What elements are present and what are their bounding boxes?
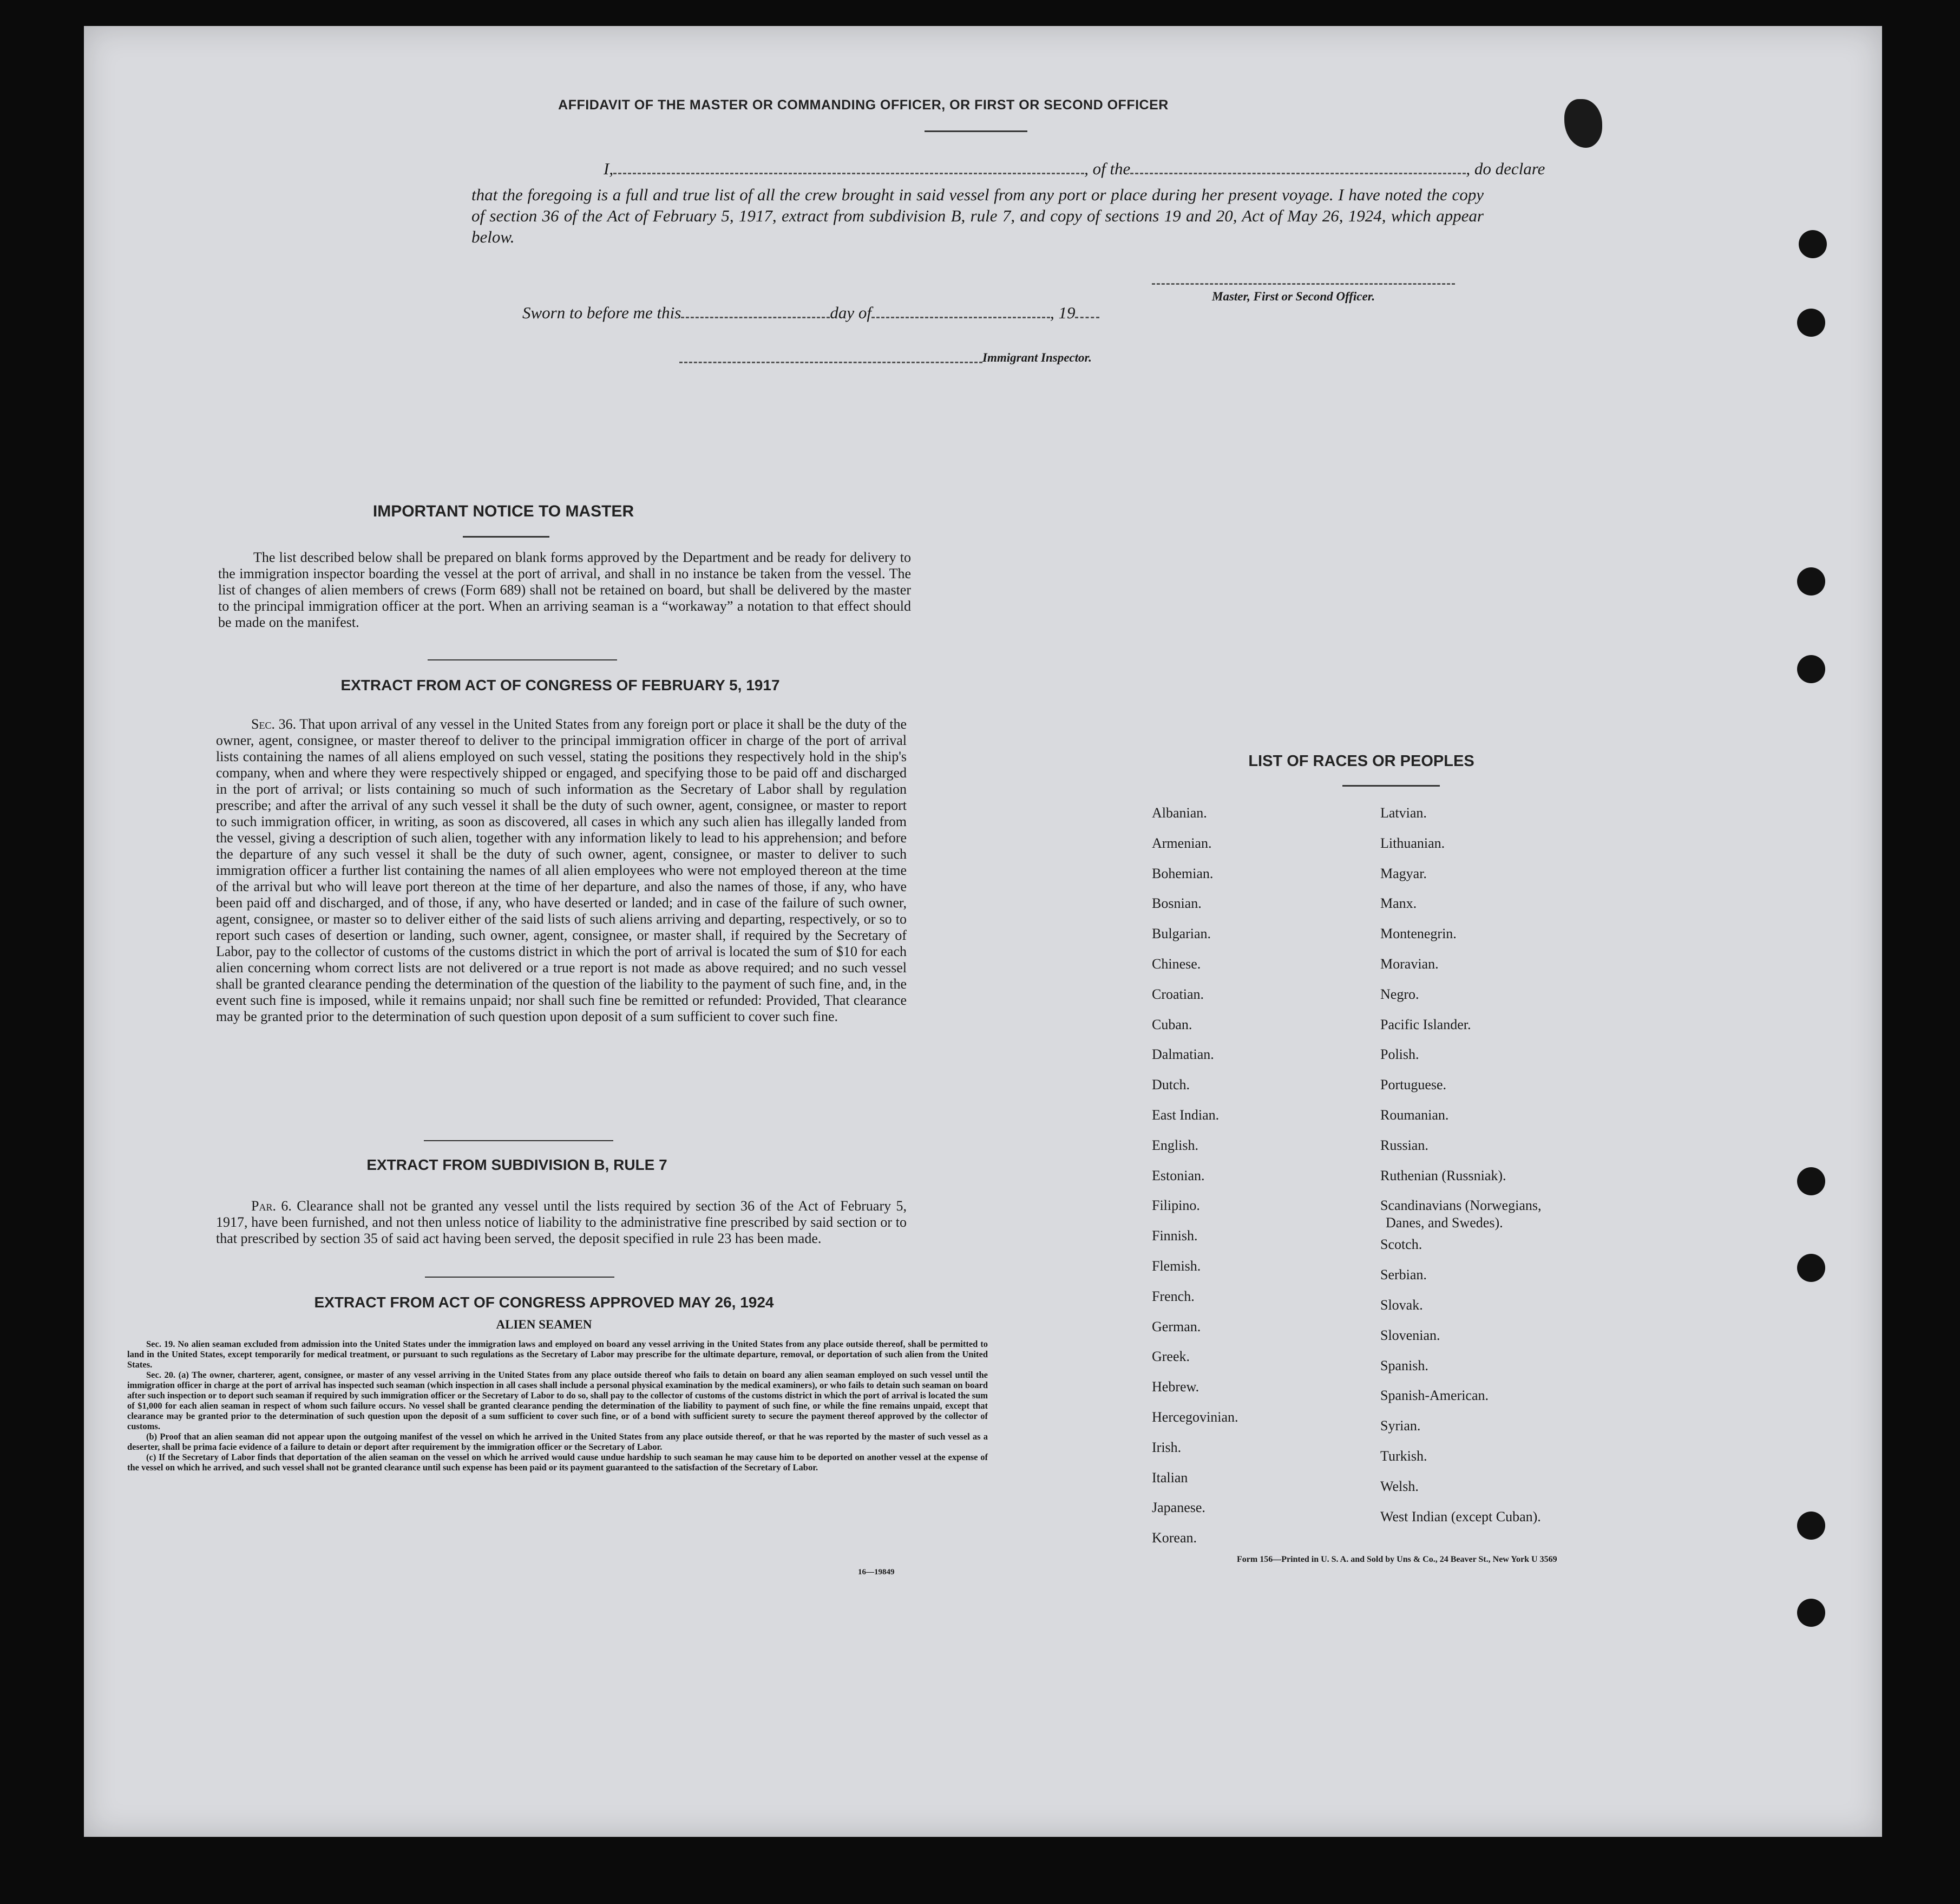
sec19-text: Sec. 19. No alien seaman excluded from admission into the United States under the immigration laws and employed on board any vessel arriving in the United States from any place outside thereof, shall be permitted to land in the United States, except temporarily for medical treatment, or pursuant to such regulations as the Secretary of Labor may prescribe for the ultimate departure, removal, or deportation of such alien from the United States. [127, 1339, 988, 1370]
sworn-month-blank [871, 317, 1050, 318]
race-item: Irish. [1152, 1439, 1182, 1455]
races-left-column [1152, 798, 1238, 1553]
notice-end-rule [428, 659, 617, 660]
race-item: Spanish-American. [1380, 1388, 1489, 1404]
race-item: Bulgarian. [1152, 926, 1211, 942]
race-item: Russian. [1380, 1137, 1428, 1153]
race-item: Ruthenian (Russniak). [1380, 1167, 1506, 1183]
extract-1917-title: EXTRACT FROM ACT OF CONGRESS OF FEBRUARY 5, 1917 [340, 677, 780, 693]
rule7-title: EXTRACT FROM SUBDIVISION B, RULE 7 [366, 1156, 667, 1173]
race-item: Negro. [1380, 986, 1419, 1002]
race-item: Hercegovinian. [1152, 1409, 1238, 1425]
affidavit-of-the: , of the [1084, 159, 1131, 178]
race-item: Danes, and Swedes). [1386, 1215, 1503, 1231]
affidavit-i: I, [604, 159, 614, 178]
punch-hole [1797, 1512, 1825, 1540]
race-item: Cuban. [1152, 1016, 1192, 1032]
race-item: Portuguese. [1380, 1077, 1447, 1093]
master-signature-label: Master, First or Second Officer. [1212, 290, 1375, 303]
race-item: Spanish. [1380, 1357, 1428, 1373]
race-item: Scotch. [1380, 1236, 1423, 1253]
race-item: Serbian. [1380, 1267, 1427, 1283]
race-item: Korean. [1152, 1530, 1197, 1546]
race-item: Japanese. [1152, 1500, 1205, 1516]
printer-footer: Form 156—Printed in U. S. A. and Sold by Uns & Co., 24 Beaver St., New York U 3569 [1237, 1555, 1557, 1564]
race-item: Armenian. [1152, 835, 1212, 851]
punch-hole [1797, 309, 1825, 337]
race-item: Albanian. [1152, 805, 1207, 821]
races-right-column [1380, 798, 1541, 1532]
rule7-end-rule [425, 1277, 614, 1278]
sworn-day-blank [681, 317, 830, 318]
punch-hole [1799, 230, 1827, 258]
punch-hole [1797, 1167, 1825, 1195]
notice-title-rule [463, 536, 549, 538]
race-item: Turkish. [1380, 1448, 1427, 1464]
race-item: East Indian. [1152, 1107, 1220, 1123]
race-item: Chinese. [1152, 956, 1201, 972]
race-item: Pacific Islander. [1380, 1016, 1471, 1032]
race-item: Welsh. [1380, 1478, 1419, 1494]
race-item: Syrian. [1380, 1418, 1421, 1434]
race-item: West Indian (except Cuban). [1380, 1508, 1541, 1524]
race-item: Magyar. [1380, 865, 1427, 881]
sec20b-text: (b) Proof that an alien seaman did not appear upon the outgoing manifest of the vessel on which he arrived in the United States from any place outside thereof, or that he was reported by the master of such vessel as a deserter, shall be prima facie evidence of a failure to detain or deport after requirement by the immigration officer or the Secretary of Labor. [127, 1431, 988, 1452]
inspector-label: Immigrant Inspector. [982, 351, 1092, 364]
sworn-day-of: day of [830, 303, 871, 322]
document-page [84, 26, 1882, 1837]
affidavit-declare: , do declare [1466, 159, 1545, 178]
sec20a-text: Sec. 20. (a) The owner, charterer, agent, consignee, or master of any vessel arriving in the United States from any place outside thereof who fails to detain on board any alien seaman employed on such vessel until the immigration officer in charge at the port of arrival has inspected such seaman (which inspection in all cases shall include a personal physical examination by the medical examiners), or who fails to detain such seaman on board after such inspection or to deport such seaman if required by such immigration officer or the Secretary of Labor to do so, shall pay to the collector of customs of the customs district in which the port of arrival is located the sum of $1,000 for each alien seaman in respect of whom such failure occurs. No vessel shall be granted clearance pending the determination of the liability to payment of such fine, or while the fine remains unpaid, except that clearance may be granted prior to the determination of such question upon the deposit of a sum sufficient to cover such fine, or of a bond with sufficient surety to secure the payment thereof approved by the collector of customs. [127, 1370, 988, 1431]
race-item: Bosnian. [1152, 895, 1202, 912]
extract-1917-body [216, 716, 907, 1025]
race-item: Dalmatian. [1152, 1046, 1214, 1063]
race-item: Filipino. [1152, 1198, 1200, 1214]
sec36-text: That upon arrival of any vessel in the United States from any foreign port or place it shall be the duty of the owner, agent, consignee, or master thereof to deliver to the principal immigration officer in charge of the port of arrival lists containing the names of all aliens employed on such vessel, stating the positions they respectively hold in the ship's company, when and where they were respectively shipped or engaged, and specifying those to be paid off and discharged in the port of arrival; or lists containing so much of such information as the Secretary of Labor shall by regulation prescribe; and after the arrival of any such vessel it shall be the duty of such owner, agent, consignee, or master to report to such immigration officer, in writing, as soon as discovered, all cases in which any such alien has illegally landed from the vessel, giving a description of such alien, together with any information likely to lead to his apprehension; and before the departure of any such vessel it shall be the duty of such owner, agent, consignee, or master to deliver to such immigration officer a further list containing the names of all alien employees who were not employed thereon at the time of the arrival but who will leave port thereon at the time of her departure, and also the names of those, if any, who have been paid off and discharged, and of those, if any, who have deserted or landed; and in case of the failure of such owner, agent, consignee, or master so to deliver either of the said lists of such aliens arriving and departing, respectively, or so to report such cases of desertion or landing, such owner, agent, consignee, or master shall, if required by the Secretary of Labor, pay to the collector of customs of the customs district in which the port of arrival is located the sum of $10 for each alien concerning whom correct lists are not delivered or a true report is not made as above required; and no such vessel shall be granted clearance pending the determination of the question of the liability to the payment of such fine, and, in the event such fine is imposed, while it remains unpaid; nor shall such fine be remitted or refunded: Provided, That clearance may be granted prior to the determination of such question upon deposit of a sum sufficient to cover such fine. [216, 716, 907, 1024]
extract-1924-title: EXTRACT FROM ACT OF CONGRESS APPROVED MAY 26, 1924 [314, 1294, 774, 1311]
name-blank [613, 173, 1084, 174]
race-item: Italian [1152, 1469, 1188, 1486]
race-item: Finnish. [1152, 1228, 1198, 1244]
race-item: Bohemian. [1152, 865, 1214, 881]
race-item: Flemish. [1152, 1258, 1201, 1274]
race-item: Roumanian. [1380, 1107, 1449, 1123]
race-item: Croatian. [1152, 986, 1204, 1002]
race-item: Greek. [1152, 1349, 1190, 1365]
race-item: Hebrew. [1152, 1379, 1199, 1395]
vessel-blank [1130, 173, 1466, 174]
extract-1917-end-rule [424, 1140, 613, 1141]
race-item: English. [1152, 1137, 1198, 1153]
notice-body-text: The list described below shall be prepared on blank forms approved by the Department and be ready for delivery to the immigration inspector boarding the vessel at the port of arrival, and shall in no instance be taken from the vessel. The list of changes of alien members of crews (Form 689) shall not be retained on board, but shall be delivered by the master to the principal immigration officer at the port. When an arriving seaman is a “workaway” a notation to that effect should be made on the manifest. [218, 549, 911, 630]
notice-title: IMPORTANT NOTICE TO MASTER [372, 502, 634, 520]
races-title: LIST OF RACES OR PEOPLES [1248, 753, 1474, 770]
affidavit-title: AFFIDAVIT OF THE MASTER OR COMMANDING OFFICER, OR FIRST OR SECOND OFFICER [558, 97, 1169, 113]
master-signature-line [1152, 283, 1455, 285]
race-item: German. [1152, 1318, 1201, 1334]
race-item: Lithuanian. [1380, 835, 1445, 851]
extract-1924-subtitle: ALIEN SEAMEN [496, 1318, 592, 1331]
sworn-year-blank [1075, 317, 1099, 318]
notice-body [218, 549, 911, 631]
races-title-rule [1342, 785, 1440, 787]
ink-blot [1564, 99, 1602, 148]
race-item: Estonian. [1152, 1167, 1205, 1183]
par6-text: Clearance shall not be granted any vessel until the lists required by section 36 of the Act of February 5, 1917, have been furnished, and not then unless notice of liability to the administrative fine prescribed by said section or to that prescribed by section 35 of said act having been served, the deposit specified in rule 23 has been made. [216, 1198, 907, 1246]
race-item: Montenegrin. [1380, 926, 1457, 942]
race-item: Manx. [1380, 895, 1417, 912]
sworn-year: , 19 [1050, 303, 1076, 322]
sworn-line [522, 303, 1226, 323]
inspector-signature-line [679, 362, 982, 363]
affidavit-title-rule [925, 130, 1027, 132]
sec20c-text: (c) If the Secretary of Labor finds that deportation of the alien seaman on the vessel on which he arrived would cause undue hardship to such seaman he may cause him to be deported on another vessel at the expense of the vessel on which he arrived, and such vessel shall not be granted clearance until such expense has been paid or its payment guaranteed to the satisfaction of the Secretary of Labor. [127, 1452, 988, 1473]
par6-label: Par. 6. [251, 1198, 292, 1214]
punch-hole [1797, 1599, 1825, 1627]
sec36-label: Sec. 36. [251, 716, 297, 732]
race-item: Moravian. [1380, 956, 1439, 972]
race-item: Scandinavians (Norwegians, [1380, 1198, 1542, 1214]
punch-hole [1797, 567, 1825, 596]
race-item: French. [1152, 1288, 1195, 1304]
race-item: Polish. [1380, 1046, 1419, 1063]
rule7-body [216, 1198, 907, 1247]
race-item: Slovenian. [1380, 1327, 1440, 1343]
sworn-prefix: Sworn to before me this [522, 303, 681, 322]
affidavit-paragraph: that the foregoing is a full and true list of all the crew brought in said vessel from any port or place during her present voyage. I have noted the copy of section 36 of the Act of February 5, 1917, extract from subdivision B, rule 7, and copy of sections 19 and 20, Act of May 26, 1924, which appear below. [471, 185, 1484, 246]
punch-hole [1797, 1254, 1825, 1282]
form-code: 16—19849 [858, 1568, 895, 1576]
race-item: Dutch. [1152, 1077, 1190, 1093]
race-item: Slovak. [1380, 1297, 1423, 1313]
race-item: Latvian. [1380, 805, 1427, 821]
affidavit-declaration-line [604, 159, 1600, 179]
extract-1924-body [127, 1339, 988, 1473]
punch-hole [1797, 655, 1825, 683]
